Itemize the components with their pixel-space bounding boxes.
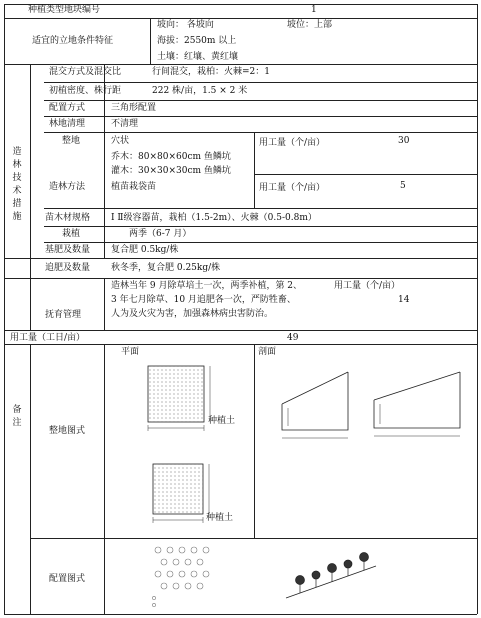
tending-label: 抚育管理 xyxy=(45,310,82,320)
site-elevation: 海拔：2550m 以上 xyxy=(157,36,237,46)
seedling-label: 苗木材规格 xyxy=(45,213,91,223)
top-fert-label: 追肥及数量 xyxy=(45,263,91,273)
site-soil: 土壤：红壤、黄红壤 xyxy=(157,52,239,62)
clearing-value: 不清理 xyxy=(111,119,139,129)
planting-time-label: 栽植 xyxy=(62,229,81,239)
prep-shrub-pit: 灌木：30×30×30cm 鱼鳞坑 xyxy=(111,166,231,176)
plan-soil-label-1: 种植土 xyxy=(208,416,236,426)
prep-tree-pit: 乔木：80×80×60cm 鱼鳞坑 xyxy=(111,152,231,162)
prep-labor-label: 用工量（个/亩） xyxy=(259,138,326,148)
base-fert-label: 基肥及数量 xyxy=(45,245,91,255)
site-label: 适宜的立地条件特征 xyxy=(32,36,114,46)
site-position: 坡位：上部 xyxy=(287,20,333,30)
header-value: 1 xyxy=(311,5,317,15)
prep-labor-value: 30 xyxy=(398,136,410,146)
slope-trees-drawing xyxy=(282,552,382,602)
section-pit-drawing xyxy=(270,368,470,458)
plan-soil-label-2: 种植土 xyxy=(206,513,234,523)
method-label: 造林方法 xyxy=(49,182,86,192)
plan-pit-small-drawing xyxy=(145,458,215,528)
tending-line-1: 造林当年 9 月除草培土一次，两季补植，第 2、 xyxy=(111,281,303,291)
section-view-label: 剖面 xyxy=(258,347,277,357)
prep-type: 穴状 xyxy=(111,136,130,146)
header-label: 种植类型地块编号 xyxy=(28,5,101,15)
plan-view-label: 平面 xyxy=(121,347,140,357)
config-diagram-label: 配置图式 xyxy=(49,574,86,584)
config-label: 配置方式 xyxy=(49,103,86,113)
clearing-label: 林地清理 xyxy=(49,119,86,129)
method-labor-value: 5 xyxy=(400,181,406,191)
site-aspect: 坡向： 各坡向 xyxy=(157,20,214,30)
tending-labor-value: 14 xyxy=(398,295,410,305)
method-value: 植苗栽袋苗 xyxy=(111,182,157,192)
seedling-value: Ⅰ Ⅱ级容器苗，栽柏（1.5-2m）、火棘（0.5-0.8m） xyxy=(111,213,317,223)
total-labor-value: 49 xyxy=(287,333,299,343)
notes-label: 备注 xyxy=(12,405,22,428)
tending-line-3: 人为及火灾为害，加强森林病虫害防治。 xyxy=(111,309,274,319)
prep-label: 整地 xyxy=(62,136,81,146)
method-labor-label: 用工量（个/亩） xyxy=(259,183,326,193)
mix-label: 混交方式及混交比 xyxy=(49,67,122,77)
base-fert-value: 复合肥 0.5kg/株 xyxy=(111,245,179,255)
section-label: 造林技术措施 xyxy=(12,147,22,222)
density-value: 222 株/亩，1.5 × 2 米 xyxy=(152,86,248,96)
config-value: 三角形配置 xyxy=(111,103,157,113)
top-fert-value: 秋冬季，复合肥 0.25kg/株 xyxy=(111,263,221,273)
triangle-layout-drawing xyxy=(148,544,238,612)
mix-value: 行间混交，栽柏：火棘=2：1 xyxy=(152,67,270,77)
planting-time-value: 两季（6-7 月） xyxy=(129,229,192,239)
tending-line-2: 3 年七月除草、10 月追肥各一次，严防牲畜、 xyxy=(111,295,296,305)
prep-diagram-label: 整地图式 xyxy=(49,426,86,436)
tending-labor-label: 用工量（个/亩） xyxy=(334,281,401,291)
density-label: 初植密度、株行距 xyxy=(49,86,122,96)
total-labor-label: 用工量（工日/亩） xyxy=(10,333,86,343)
plan-pit-large-drawing xyxy=(140,364,216,434)
